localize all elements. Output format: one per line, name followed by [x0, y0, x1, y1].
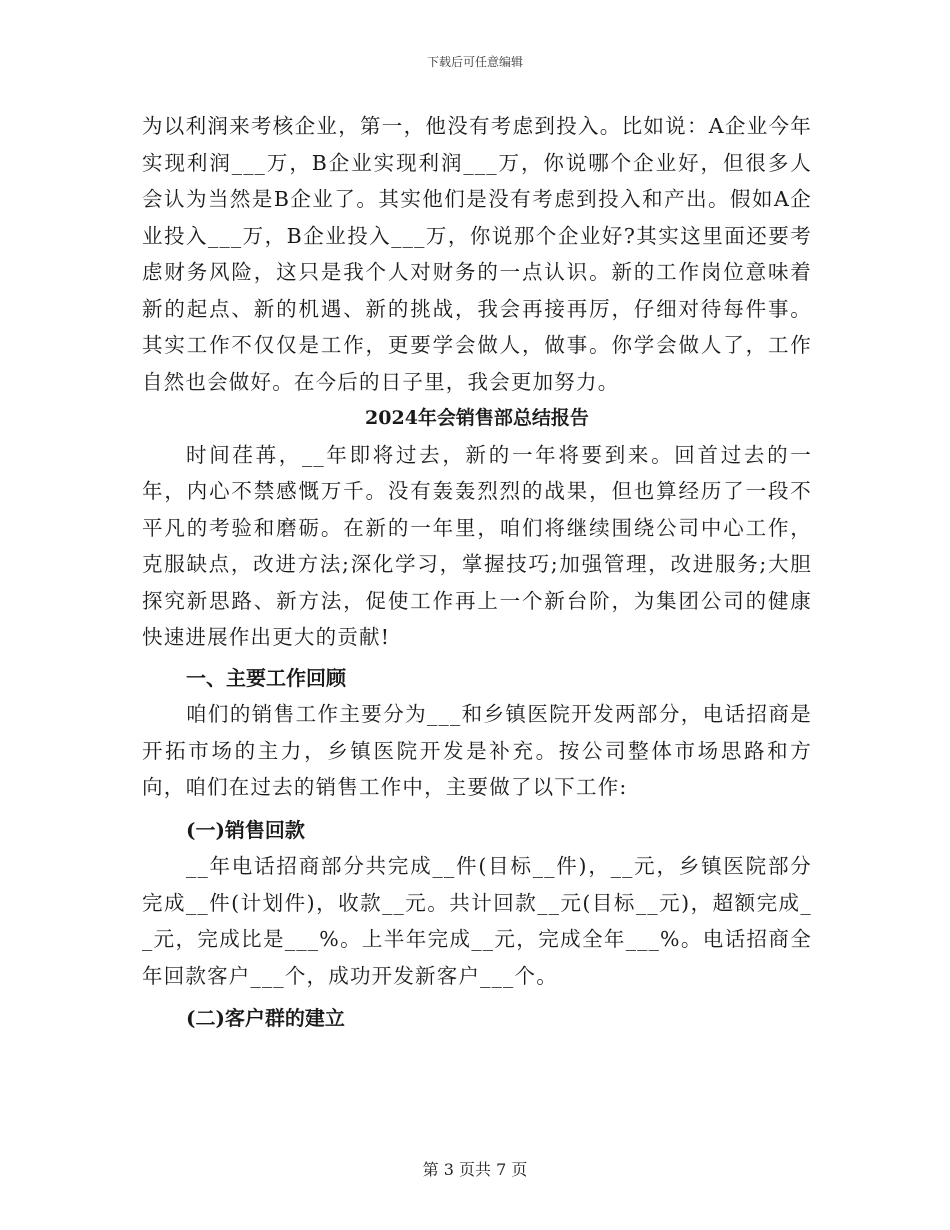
work-review-paragraph: 咱们的销售工作主要分为___和乡镇医院开发两部分，电话招商是开拓市场的主力，乡镇医院开发是补充。按公司整体市场思路和方向，咱们在过去的销售工作中，主要做了以下工作: [142, 702, 812, 799]
continued-paragraph: 为以利润来考核企业，第一，他没有考虑到投入。比如说：A企业今年实现利润___万，B企业实现利润___万，你说哪个企业好，但很多人会认为当然是B企业了。其实他们是没有考虑到投入和产出。假如A企业投入___万，B企业投入___万，你说那个企业好?其实这里面还要考虑财务风险，这只是我个人对财务的一点认识。新的工作岗位意味着新的起点、新的机遇、新的挑战，我会再接再厉，仔细对待每件事。其实工作不仅仅是工作，更要学会做人，做事。你学会做人了，工作自然也会做好。在今后的日子里，我会更加努力。 [142, 114, 812, 394]
sales-collection-paragraph: __年电话招商部分共完成__件(目标__件)，__元，乡镇医院部分完成__件(计划件)，收款__元。共计回款__元(目标__元)，超额完成__元，完成比是___%。上半年完成__元，完成全年___%。电话招商全年回款客户___个，成功开发新客户___个。 [142, 854, 812, 988]
page-footer: 第 3 页共 7 页 [422, 1160, 528, 1179]
subheading-sales-collection: (一)销售回款 [186, 817, 305, 842]
subheading-customer-base: (二)客户群的建立 [186, 1006, 345, 1030]
report-title: 2024年会销售部总结报告 [365, 407, 589, 429]
intro-paragraph: 时间荏苒，__年即将过去，新的一年将要到来。回首过去的一年，内心不禁感慨万千。没有轰轰烈烈的战果，但也算经历了一段不平凡的考验和磨砺。在新的一年里，咱们将继续围绕公司中心工作，克服缺点，改进方法;深化学习，掌握技巧;加强管理，改进服务;大胆探究新思路、新方法，促使工作再上一个新台阶，为集团公司的健康快速进展作出更大的贡献! [142, 442, 812, 649]
section-heading-work-review: 一、主要工作回顾 [186, 665, 346, 690]
document-body [142, 108, 812, 1037]
page-header: 下载后可任意编辑 [426, 55, 523, 69]
